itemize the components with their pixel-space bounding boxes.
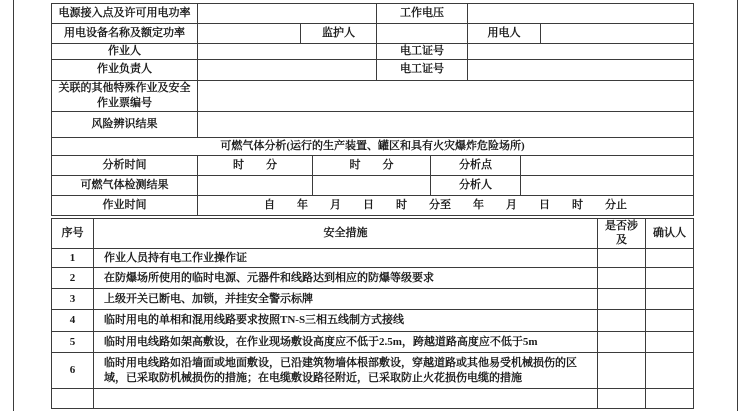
electricity-user-input-cell[interactable] xyxy=(541,24,694,44)
measure-text: 临时用电的单相和混用线路要求按照TN-S三相五线制方式接线 xyxy=(94,310,598,332)
measure-text: 上级开关已断电、加锁，并挂安全警示标牌 xyxy=(94,289,598,310)
power-access-point-label: 电源接入点及许可用电功率 xyxy=(52,4,198,24)
working-voltage-label: 工作电压 xyxy=(377,4,468,24)
confirmer-input-cell[interactable] xyxy=(646,332,694,353)
guardian-input-cell[interactable] xyxy=(377,24,468,44)
work-time-label: 作业时间 xyxy=(52,195,198,215)
measure-text: 作业人员持有电工作业操作证 xyxy=(94,249,598,268)
measure-text xyxy=(94,389,598,409)
electrician-cert-no-label-1: 电工证号 xyxy=(377,44,468,60)
work-time-input-cell[interactable]: 自 年 月 日 时 分至 年 月 日 时 分止 xyxy=(198,195,694,215)
confirmer-input-cell[interactable] xyxy=(646,289,694,310)
analysis-point-label: 分析点 xyxy=(431,155,521,175)
measure-text: 在防爆场所使用的临时电源、元器件和线路达到相应的防爆等级要求 xyxy=(94,268,598,289)
risk-identification-result-input-cell[interactable] xyxy=(198,111,694,137)
outer-left-border-line xyxy=(13,0,14,411)
involved-input-cell[interactable] xyxy=(598,353,646,389)
analyst-input-cell[interactable] xyxy=(521,175,694,195)
working-voltage-input-cell[interactable] xyxy=(468,4,694,24)
table-row xyxy=(52,249,694,268)
power-access-point-input-cell[interactable] xyxy=(198,4,377,24)
involved-input-cell[interactable] xyxy=(598,249,646,268)
outer-right-border-line xyxy=(737,0,738,411)
table-row xyxy=(52,332,694,353)
column-header-measure: 安全措施 xyxy=(94,218,598,249)
row-number xyxy=(52,389,94,409)
involved-input-cell[interactable] xyxy=(598,332,646,353)
electrician-cert-no-input-cell-1[interactable] xyxy=(468,44,694,60)
analysis-point-input-cell[interactable] xyxy=(521,155,694,175)
risk-identification-result-label: 风险辨识结果 xyxy=(52,111,198,137)
analyst-label: 分析人 xyxy=(431,175,521,195)
gas-analysis-section-header: 可燃气体分析(运行的生产装置、罐区和具有火灾爆炸危险场所) xyxy=(52,137,694,155)
column-header-no: 序号 xyxy=(52,218,94,249)
confirmer-input-cell[interactable] xyxy=(646,389,694,409)
operator-input-cell[interactable] xyxy=(198,44,377,60)
row-number: 3 xyxy=(52,289,94,310)
involved-input-cell[interactable] xyxy=(598,389,646,409)
related-special-work-ticket-label: 关联的其他特殊作业及安全作业票编号 xyxy=(52,80,198,111)
operator-label: 作业人 xyxy=(52,44,198,60)
table-row xyxy=(52,310,694,332)
gas-detection-result-input-cell-1[interactable] xyxy=(198,175,313,195)
guardian-label: 监护人 xyxy=(301,24,377,44)
safety-measures-table xyxy=(51,218,694,410)
measure-text: 临时用电线路如沿墙面或地面敷设，已沿建筑物墙体根部敷设，穿越道路或其他易受机械损伤的区域，已采取防机械损伤的措施；在电缆敷设路径附近，已采取防止火花损伤电缆的措施 xyxy=(94,353,598,389)
gas-detection-result-input-cell-2[interactable] xyxy=(313,175,431,195)
table-row xyxy=(52,289,694,310)
analysis-time-input-cell-1[interactable]: 时 分 xyxy=(198,155,313,175)
analysis-time-label: 分析时间 xyxy=(52,155,198,175)
confirmer-input-cell[interactable] xyxy=(646,268,694,289)
gas-detection-result-label: 可燃气体检测结果 xyxy=(52,175,198,195)
table-row xyxy=(52,268,694,289)
analysis-time-input-cell-2[interactable]: 时 分 xyxy=(313,155,431,175)
row-number: 1 xyxy=(52,249,94,268)
table-row xyxy=(52,353,694,389)
gas-analysis-table xyxy=(51,137,694,216)
electrician-cert-no-label-2: 电工证号 xyxy=(377,59,468,80)
involved-input-cell[interactable] xyxy=(598,289,646,310)
measure-text: 临时用电线路如架高敷设，在作业现场敷设高度应不低于2.5m，跨越道路高度应不低于5m xyxy=(94,332,598,353)
involved-input-cell[interactable] xyxy=(598,268,646,289)
confirmer-input-cell[interactable] xyxy=(646,249,694,268)
row-number: 2 xyxy=(52,268,94,289)
row-number: 4 xyxy=(52,310,94,332)
work-supervisor-label: 作业负责人 xyxy=(52,59,198,80)
column-header-confirmer: 确认人 xyxy=(646,218,694,249)
confirmer-input-cell[interactable] xyxy=(646,310,694,332)
electrician-cert-no-input-cell-2[interactable] xyxy=(468,59,694,80)
work-supervisor-input-cell[interactable] xyxy=(198,59,377,80)
table-row xyxy=(52,389,694,409)
column-header-involved: 是否涉及 xyxy=(598,218,646,249)
equipment-name-power-label: 用电设备名称及额定功率 xyxy=(52,24,198,44)
electricity-user-label: 用电人 xyxy=(468,24,541,44)
row-number: 5 xyxy=(52,332,94,353)
related-special-work-ticket-input-cell[interactable] xyxy=(198,80,694,111)
involved-input-cell[interactable] xyxy=(598,310,646,332)
confirmer-input-cell[interactable] xyxy=(646,353,694,389)
row-number: 6 xyxy=(52,353,94,389)
info-table xyxy=(51,3,694,138)
equipment-name-power-input-cell[interactable] xyxy=(198,24,301,44)
